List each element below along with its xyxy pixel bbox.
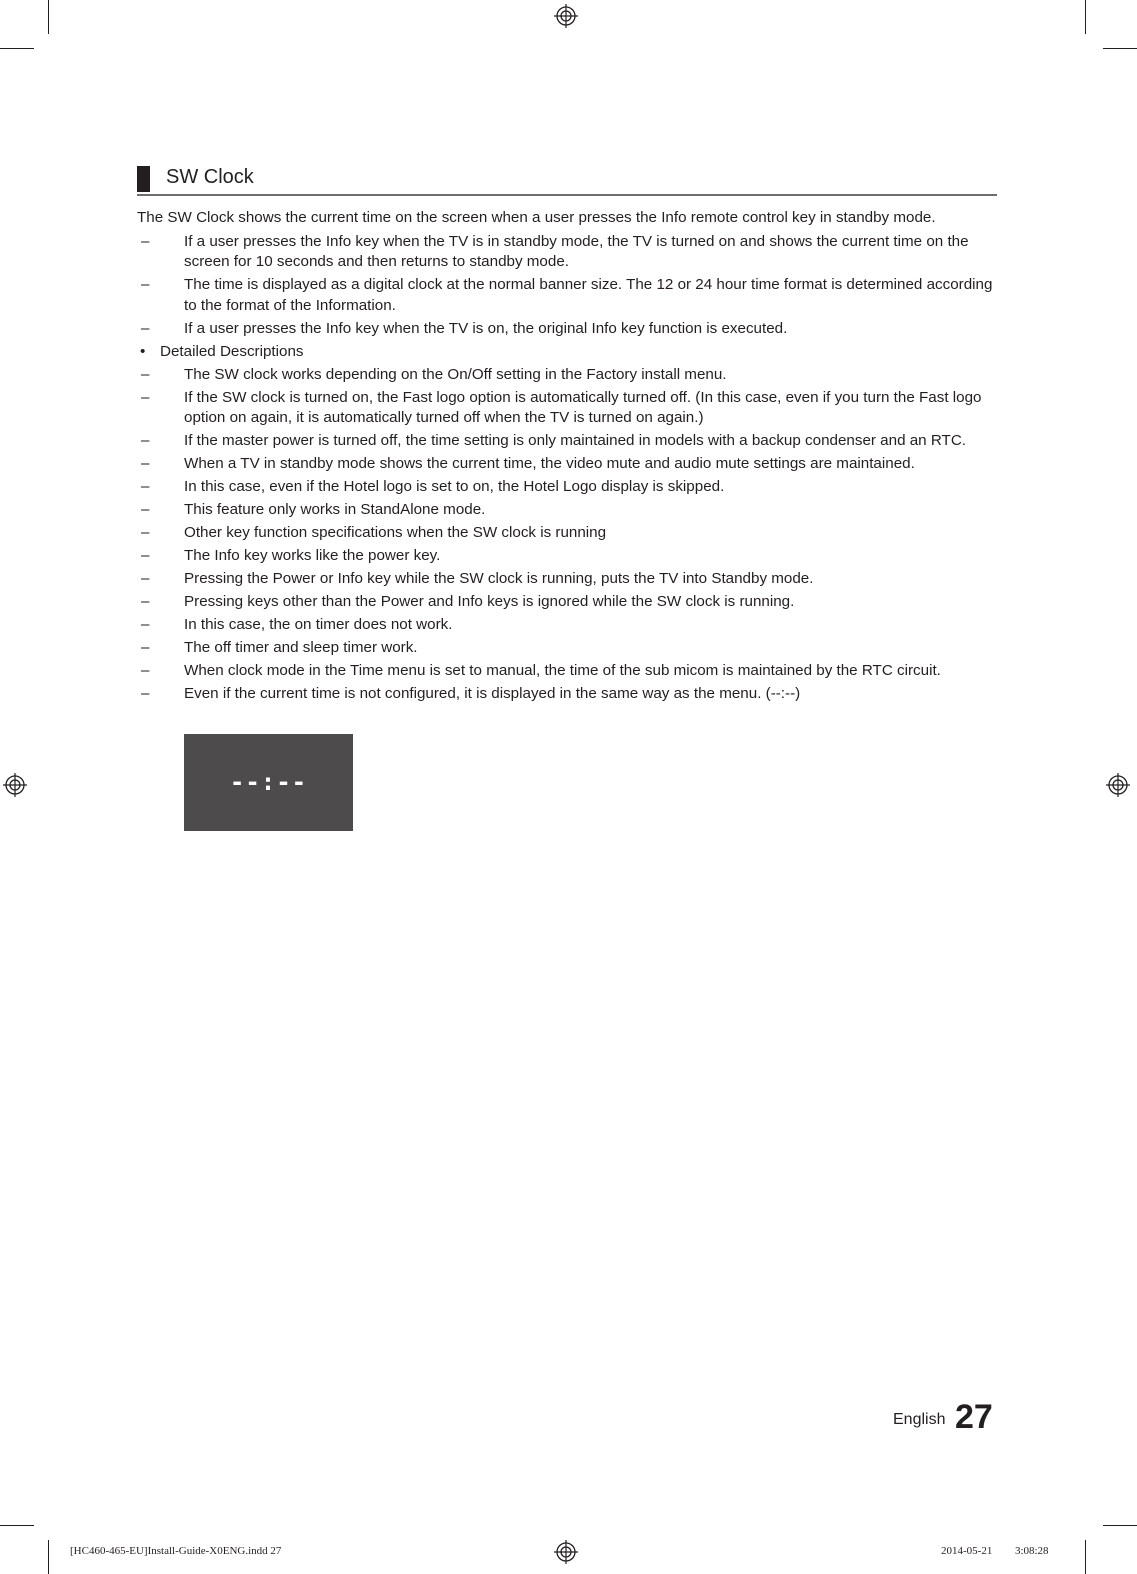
registration-mark-icon [554,4,578,28]
section-body [137,208,999,707]
crop-mark [1085,0,1086,34]
page-number: 27 [955,1398,993,1436]
list-item: – Even if the current time is not configured, it is displayed in the same way as the menu. (--:--) [141,685,801,702]
list-item: – In this case, even if the Hotel logo is set to on, the Hotel Logo display is skipped. [141,478,725,495]
list-item-text: Detailed Descriptions [160,342,304,360]
crop-mark [1103,1525,1137,1526]
list-item-text: In this case, the on timer does not work. [184,616,453,633]
list-item: – The off timer and sleep timer work. [141,639,418,656]
heading-bar-icon [137,166,150,192]
list-item-text: Pressing the Power or Info key while the SW clock is running, puts the TV into Standby mode. [184,570,814,587]
list-item: – The time is displayed as a digital clock at the normal banner size. The 12 or 24 hour time format is determined according to the format of the Information. [141,276,993,314]
list-item: – The SW clock works depending on the On/Off setting in the Factory install menu. [141,365,727,383]
list-item: – If the SW clock is turned on, the Fast logo option is automatically turned off. (In this case, even if you turn the Fast logo option on again, it is automatically turned off when the TV is turned on again.) [141,388,982,426]
crop-mark [48,0,49,34]
list-item-text: Pressing keys other than the Power and Info keys is ignored while the SW clock is running. [184,593,795,610]
list-item: – When clock mode in the Time menu is set to manual, the time of the sub micom is maintained by the RTC circuit. [141,662,941,679]
list-item-text: Even if the current time is not configured, it is displayed in the same way as the menu. (--:--) [184,685,801,702]
registration-mark-icon [554,1540,578,1564]
list-item: – The Info key works like the power key. [141,547,441,564]
crop-mark [1103,48,1137,49]
list-item: – This feature only works in StandAlone mode. [141,501,486,518]
list-item: – If a user presses the Info key when the TV is on, the original Info key function is executed. [141,319,788,337]
registration-mark-icon [3,773,27,797]
registration-mark-icon [1106,773,1130,797]
list-item-text: If a user presses the Info key when the TV is in standby mode, the TV is turned on and shows the current time on the screen for 10 seconds and then returns to standby mode. [184,232,969,270]
list-item-text: When clock mode in the Time menu is set to manual, the time of the sub micom is maintained by the RTC circuit. [184,662,941,679]
crop-mark [0,48,34,49]
crop-mark [1085,1540,1086,1574]
list-item: – Pressing keys other than the Power and Info keys is ignored while the SW clock is running. [141,593,795,610]
list-item-text: The off timer and sleep timer work. [184,639,418,656]
list-item-text: This feature only works in StandAlone mode. [184,501,486,518]
clock-display: --:-- [184,734,353,831]
list-item: • Detailed Descriptions [140,342,304,360]
list-item-text: The Info key works like the power key. [184,547,441,564]
list-item: – Other key function specifications when the SW clock is running [141,524,607,541]
list-item-text: The SW clock works depending on the On/Off setting in the Factory install menu. [184,365,727,383]
section-heading [137,164,997,196]
list-item: – When a TV in standby mode shows the current time, the video mute and audio mute settings are maintained. [141,455,915,472]
page-title: SW Clock [166,166,254,188]
list-item-text: Other key function specifications when the SW clock is running [184,524,607,541]
list-item-text: If the SW clock is turned on, the Fast logo option is automatically turned off. (In this case, even if you turn the Fast logo option on again, it is automatically turned off when the TV is turned on again.) [184,388,982,426]
intro-paragraph: The SW Clock shows the current time on the screen when a user presses the Info remote control key in standby mode. [137,209,936,226]
crop-mark [48,1540,49,1574]
list-item-text: The time is displayed as a digital clock at the normal banner size. The 12 or 24 hour time format is determined according to the format of the Information. [184,276,993,314]
print-slug-date: 2014-05-21 ￿￿ 3:08:28 [941,1545,1049,1557]
list-item: – If a user presses the Info key when the TV is in standby mode, the TV is turned on and shows the current time on the screen for 10 seconds and then returns to standby mode. [141,232,969,270]
list-item-text: If the master power is turned off, the time setting is only maintained in models with a backup condenser and an RTC. [184,432,967,449]
list-item: – If the master power is turned off, the time setting is only maintained in models with a backup condenser and an RTC. [141,432,967,449]
crop-mark [0,1525,34,1526]
print-slug-file: [HC460-465-EU]Install-Guide-X0ENG.indd 27 [70,1545,282,1557]
list-item: – Pressing the Power or Info key while the SW clock is running, puts the TV into Standby mode. [141,570,814,587]
footer-language: English [893,1411,946,1428]
list-item-text: In this case, even if the Hotel logo is set to on, the Hotel Logo display is skipped. [184,478,725,495]
list-item-text: When a TV in standby mode shows the current time, the video mute and audio mute settings are maintained. [184,455,915,472]
list-item: – In this case, the on timer does not work. [141,616,453,633]
list-item-text: If a user presses the Info key when the TV is on, the original Info key function is executed. [184,319,788,337]
